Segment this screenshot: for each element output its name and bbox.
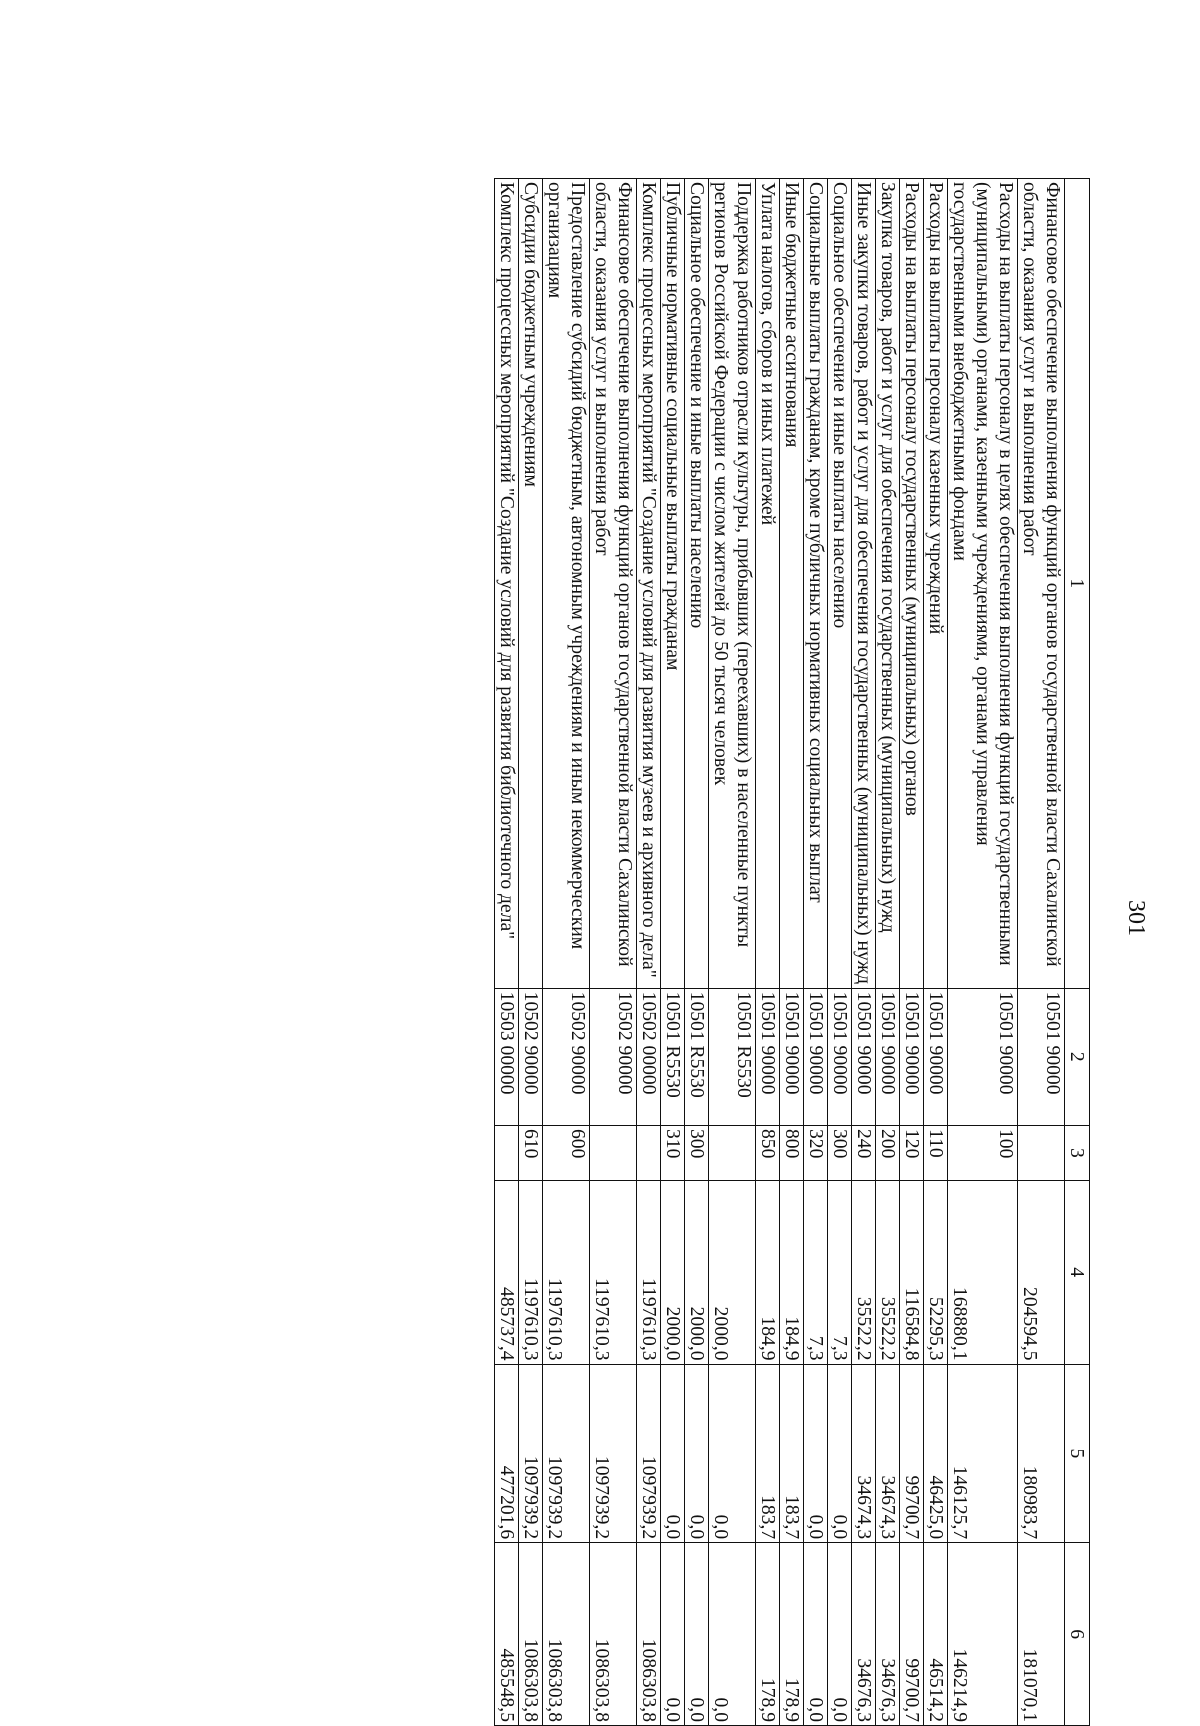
- rotated-page-content: [80, 178, 1090, 1726]
- table-row: [780, 179, 804, 1726]
- row-name-cell: Социальное обеспечение и иные выплаты населению: [828, 179, 852, 989]
- row-type-cell: 300: [685, 1125, 709, 1180]
- row-value-col4: 116584,8: [900, 1180, 924, 1364]
- table-row: [876, 179, 900, 1726]
- row-code-cell: 10501 90000: [876, 988, 900, 1125]
- table-row: [828, 179, 852, 1726]
- row-name-cell: Расходы на выплаты персоналу казенных учреждений: [924, 179, 948, 989]
- row-name-cell: Уплата налогов, сборов и иных платежей: [756, 179, 780, 989]
- row-name-cell: Комплекс процессных мероприятий "Создание условий для развития музеев и архивного дела": [637, 179, 661, 989]
- table-row: [637, 179, 661, 1726]
- row-name-cell: Иные закупки товаров, работ и услуг для обеспечения государственных (муниципальных) нужд: [852, 179, 876, 989]
- row-type-cell: 100: [948, 1125, 1018, 1180]
- row-name-cell: Субсидии бюджетным учреждениям: [519, 179, 543, 989]
- row-value-col6: 0,0: [828, 1543, 852, 1726]
- column-header-1: 1: [1065, 179, 1090, 989]
- table-row: [924, 179, 948, 1726]
- column-header-3: 3: [1065, 1125, 1090, 1180]
- table-row: [590, 179, 637, 1726]
- row-type-cell: [590, 1125, 637, 1180]
- row-name-cell: Закупка товаров, работ и услуг для обеспечения государственных (муниципальных) нужд: [876, 179, 900, 989]
- row-value-col6: 99700,7: [900, 1543, 924, 1726]
- row-value-col6: 0,0: [709, 1543, 756, 1726]
- row-type-cell: 110: [924, 1125, 948, 1180]
- column-header-4: 4: [1065, 1180, 1090, 1364]
- row-value-col6: 0,0: [661, 1543, 685, 1726]
- row-value-col6: 46514,2: [924, 1543, 948, 1726]
- table-row: [804, 179, 828, 1726]
- row-value-col6: 178,9: [780, 1543, 804, 1726]
- table-row: [685, 179, 709, 1726]
- row-value-col5: 0,0: [804, 1364, 828, 1543]
- table-row: [709, 179, 756, 1726]
- row-code-cell: 10503 00000: [495, 988, 519, 1125]
- row-type-cell: 600: [543, 1125, 590, 1180]
- row-code-cell: 10502 90000: [519, 988, 543, 1125]
- row-name-cell: Социальные выплаты гражданам, кроме публичных нормативных социальных выплат: [804, 179, 828, 989]
- row-code-cell: 10501 R5530: [685, 988, 709, 1125]
- row-value-col5: 34674,3: [852, 1364, 876, 1543]
- table-row: [661, 179, 685, 1726]
- row-value-col4: 168880,1: [948, 1180, 1018, 1364]
- row-name-cell: Расходы на выплаты персоналу государственных (муниципальных) органов: [900, 179, 924, 989]
- row-type-cell: 240: [852, 1125, 876, 1180]
- row-value-col4: 7,3: [804, 1180, 828, 1364]
- row-code-cell: 10501 90000: [852, 988, 876, 1125]
- row-code-cell: 10501 90000: [900, 988, 924, 1125]
- table-body: [495, 179, 1065, 1726]
- row-name-cell: Финансовое обеспечение выполнения функций органов государственной власти Сахалинской области, оказания услуг и выполнения работ: [590, 179, 637, 989]
- column-number-row: [1065, 179, 1090, 1726]
- table-row: [1018, 179, 1065, 1726]
- row-code-cell: 10501 90000: [756, 988, 780, 1125]
- row-value-col5: 0,0: [685, 1364, 709, 1543]
- row-type-cell: 850: [756, 1125, 780, 1180]
- row-value-col5: 1097939,2: [590, 1364, 637, 1543]
- row-value-col6: 0,0: [685, 1543, 709, 1726]
- row-value-col6: 1086303,8: [637, 1543, 661, 1726]
- row-value-col4: 7,3: [828, 1180, 852, 1364]
- row-value-col4: 184,9: [780, 1180, 804, 1364]
- table-row: [756, 179, 780, 1726]
- row-value-col4: 1197610,3: [637, 1180, 661, 1364]
- row-value-col4: 2000,0: [685, 1180, 709, 1364]
- row-value-col6: 0,0: [804, 1543, 828, 1726]
- row-value-col4: 52295,3: [924, 1180, 948, 1364]
- row-code-cell: 10501 90000: [780, 988, 804, 1125]
- row-type-cell: 120: [900, 1125, 924, 1180]
- row-type-cell: 300: [828, 1125, 852, 1180]
- row-value-col5: 1097939,2: [519, 1364, 543, 1543]
- column-header-5: 5: [1065, 1364, 1090, 1543]
- row-type-cell: 320: [804, 1125, 828, 1180]
- row-value-col4: 1197610,3: [519, 1180, 543, 1364]
- row-value-col6: 178,9: [756, 1543, 780, 1726]
- table-row: [900, 179, 924, 1726]
- row-type-cell: 610: [519, 1125, 543, 1180]
- row-code-cell: 10502 90000: [543, 988, 590, 1125]
- row-code-cell: 10501 90000: [924, 988, 948, 1125]
- row-value-col6: 146214,9: [948, 1543, 1018, 1726]
- row-name-cell: Поддержка работников отрасли культуры, прибывших (переехавших) в населенные пункты регионов Российской Федерации с числом жителей до 50 тысяч человек: [709, 179, 756, 989]
- row-type-cell: [709, 1125, 756, 1180]
- row-value-col4: 204594,5: [1018, 1180, 1065, 1364]
- row-name-cell: Социальное обеспечение и иные выплаты населению: [685, 179, 709, 989]
- row-value-col4: 35522,2: [852, 1180, 876, 1364]
- row-value-col5: 34674,3: [876, 1364, 900, 1543]
- column-header-6: 6: [1065, 1543, 1090, 1726]
- row-value-col4: 1197610,3: [543, 1180, 590, 1364]
- row-value-col5: 46425,0: [924, 1364, 948, 1543]
- row-code-cell: 10501 R5530: [709, 988, 756, 1125]
- row-value-col6: 34676,3: [852, 1543, 876, 1726]
- row-value-col5: 99700,7: [900, 1364, 924, 1543]
- row-value-col5: 183,7: [780, 1364, 804, 1543]
- row-value-col5: 477201,6: [495, 1364, 519, 1543]
- row-type-cell: 200: [876, 1125, 900, 1180]
- row-name-cell: Иные бюджетные ассигнования: [780, 179, 804, 989]
- row-value-col4: 1197610,3: [590, 1180, 637, 1364]
- row-value-col5: 1097939,2: [543, 1364, 590, 1543]
- row-value-col6: 1086303,8: [543, 1543, 590, 1726]
- row-type-cell: [1018, 1125, 1065, 1180]
- table-row: [543, 179, 590, 1726]
- row-name-cell: Расходы на выплаты персоналу в целях обеспечения выполнения функций государственными (муниципальными) органами, казенными учреждениями, органами управления государственными внебюджетными фондами: [948, 179, 1018, 989]
- row-value-col6: 1086303,8: [519, 1543, 543, 1726]
- row-value-col6: 181070,1: [1018, 1543, 1065, 1726]
- row-type-cell: [495, 1125, 519, 1180]
- row-code-cell: 10501 R5530: [661, 988, 685, 1125]
- row-name-cell: Предоставление субсидий бюджетным, автономным учреждениям и иным некоммерческим организациям: [543, 179, 590, 989]
- page-number: 301: [1123, 900, 1149, 936]
- row-code-cell: 10501 90000: [1018, 988, 1065, 1125]
- row-value-col6: 485548,5: [495, 1543, 519, 1726]
- table-row: [852, 179, 876, 1726]
- row-value-col5: 1097939,2: [637, 1364, 661, 1543]
- row-value-col5: 0,0: [828, 1364, 852, 1543]
- row-value-col5: 180983,7: [1018, 1364, 1065, 1543]
- row-name-cell: Финансовое обеспечение выполнения функций органов государственной власти Сахалинской области, оказания услуг и выполнения работ: [1018, 179, 1065, 989]
- column-header-2: 2: [1065, 988, 1090, 1125]
- row-value-col6: 1086303,8: [590, 1543, 637, 1726]
- row-type-cell: 310: [661, 1125, 685, 1180]
- row-value-col5: 183,7: [756, 1364, 780, 1543]
- budget-table: [494, 178, 1090, 1726]
- row-type-cell: [637, 1125, 661, 1180]
- row-code-cell: 10502 00000: [637, 988, 661, 1125]
- row-value-col5: 0,0: [709, 1364, 756, 1543]
- row-value-col4: 2000,0: [661, 1180, 685, 1364]
- table-row: [495, 179, 519, 1726]
- row-type-cell: 800: [780, 1125, 804, 1180]
- row-code-cell: 10501 90000: [948, 988, 1018, 1125]
- row-value-col6: 34676,3: [876, 1543, 900, 1726]
- row-value-col4: 485737,4: [495, 1180, 519, 1364]
- row-code-cell: 10501 90000: [828, 988, 852, 1125]
- row-name-cell: Публичные нормативные социальные выплаты гражданам: [661, 179, 685, 989]
- table-row: [519, 179, 543, 1726]
- table-row: [948, 179, 1018, 1726]
- row-value-col5: 0,0: [661, 1364, 685, 1543]
- row-code-cell: 10502 90000: [590, 988, 637, 1125]
- row-value-col5: 146125,7: [948, 1364, 1018, 1543]
- row-value-col4: 2000,0: [709, 1180, 756, 1364]
- row-value-col4: 184,9: [756, 1180, 780, 1364]
- row-name-cell: Комплекс процессных мероприятий "Создание условий для развития библиотечного дела": [495, 179, 519, 989]
- row-value-col4: 35522,2: [876, 1180, 900, 1364]
- row-code-cell: 10501 90000: [804, 988, 828, 1125]
